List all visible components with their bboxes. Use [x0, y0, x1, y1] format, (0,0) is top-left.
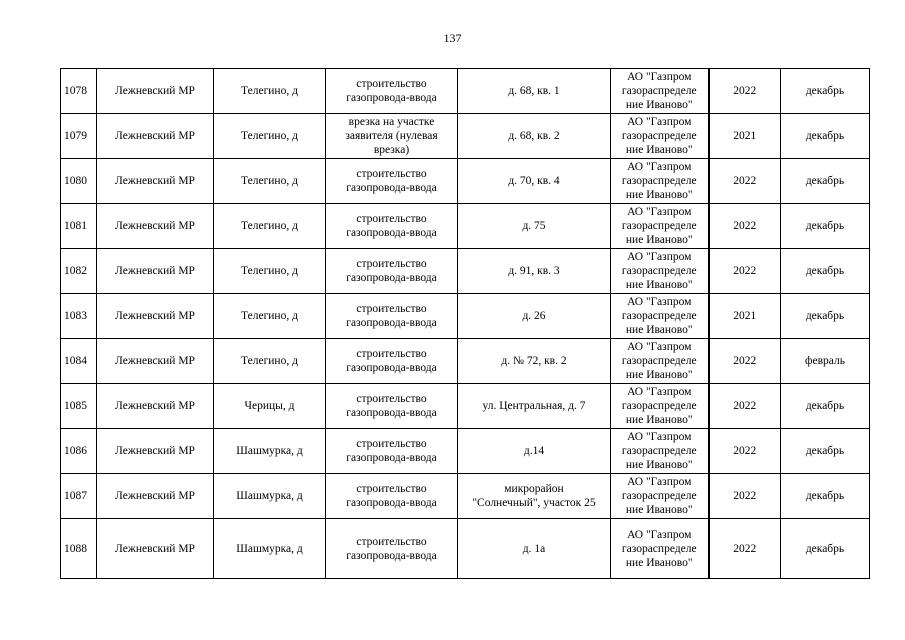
organization-line: газораспределе — [621, 355, 697, 367]
year-cell: 2022 — [709, 69, 781, 114]
district-cell: Лежневский МР — [97, 429, 214, 474]
work-type-line: газопровода-ввода — [346, 549, 437, 562]
organization-line: АО "Газпром — [627, 251, 692, 263]
address-line: д. 91, кв. 3 — [508, 265, 560, 277]
district-cell: Лежневский МР — [97, 339, 214, 384]
page-number: 137 — [443, 31, 462, 45]
district-cell: Лежневский МР — [97, 159, 214, 204]
settlement-cell: Шашмурка, д — [214, 429, 326, 474]
organization-line: газораспределе — [621, 445, 697, 457]
work-type-line: строительство — [356, 168, 427, 180]
organization-line: ние Иваново" — [625, 414, 693, 426]
work-type-line: газопровода-ввода — [346, 362, 437, 374]
work-type-cell — [326, 519, 458, 579]
table-row — [61, 69, 870, 114]
organization-line: газораспределе — [621, 265, 697, 277]
settlement-cell: Шашмурка, д — [214, 474, 326, 519]
address-cell — [458, 204, 611, 249]
organization-line: ние Иваново" — [625, 234, 693, 246]
work-type-line: строительство — [356, 348, 427, 360]
work-type-cell — [326, 249, 458, 294]
organization-line: газораспределе — [621, 400, 697, 412]
organization-cell — [611, 519, 709, 579]
month-cell: декабрь — [781, 69, 870, 114]
work-type-line: строительство — [356, 535, 427, 548]
address-cell — [458, 159, 611, 204]
work-type-cell — [326, 114, 458, 159]
address-line: д. 26 — [522, 310, 546, 322]
month-cell: декабрь — [781, 519, 870, 579]
table-row — [61, 474, 870, 519]
work-type-line: строительство — [356, 303, 427, 315]
organization-line: газораспределе — [621, 542, 697, 555]
address-line: д. 68, кв. 2 — [508, 130, 560, 142]
settlement-cell: Телегино, д — [214, 339, 326, 384]
address-cell — [458, 249, 611, 294]
table-row — [61, 294, 870, 339]
table-row — [61, 204, 870, 249]
organization-line: ние Иваново" — [625, 556, 693, 569]
organization-line: АО "Газпром — [627, 476, 692, 488]
work-type-cell — [326, 339, 458, 384]
organization-line: ние Иваново" — [625, 504, 693, 516]
organization-line: АО "Газпром — [627, 528, 692, 541]
organization-cell — [611, 429, 709, 474]
work-type-line: строительство — [356, 438, 427, 450]
district-cell: Лежневский МР — [97, 519, 214, 579]
row-number-cell: 1081 — [61, 204, 97, 249]
year-cell: 2022 — [709, 339, 781, 384]
organization-line: ние Иваново" — [625, 144, 693, 156]
work-type-line: газопровода-ввода — [346, 272, 437, 284]
month-cell: февраль — [781, 339, 870, 384]
organization-cell — [611, 249, 709, 294]
district-cell: Лежневский МР — [97, 114, 214, 159]
month-cell: декабрь — [781, 474, 870, 519]
table-row — [61, 159, 870, 204]
month-cell: декабрь — [781, 294, 870, 339]
district-cell: Лежневский МР — [97, 249, 214, 294]
work-type-line: газопровода-ввода — [346, 452, 437, 464]
address-cell — [458, 429, 611, 474]
organization-line: АО "Газпром — [627, 341, 692, 353]
settlement-cell: Телегино, д — [214, 69, 326, 114]
settlement-cell: Телегино, д — [214, 294, 326, 339]
table-row — [61, 114, 870, 159]
address-line: "Солнечный", участок 25 — [472, 497, 596, 509]
address-line: д. № 72, кв. 2 — [501, 355, 567, 367]
address-cell — [458, 339, 611, 384]
table-body — [61, 69, 870, 579]
work-type-line: врезка) — [373, 144, 410, 156]
work-type-cell — [326, 204, 458, 249]
work-type-line: строительство — [356, 78, 427, 90]
work-type-line: газопровода-ввода — [346, 182, 437, 194]
organization-line: АО "Газпром — [627, 116, 692, 128]
table-row — [61, 339, 870, 384]
work-type-cell — [326, 384, 458, 429]
row-number-cell: 1086 — [61, 429, 97, 474]
year-cell: 2022 — [709, 519, 781, 579]
year-cell: 2021 — [709, 114, 781, 159]
organization-line: АО "Газпром — [627, 296, 692, 308]
month-cell: декабрь — [781, 429, 870, 474]
organization-line: газораспределе — [621, 130, 697, 142]
organization-line: ние Иваново" — [625, 279, 693, 291]
address-cell — [458, 294, 611, 339]
organization-line: ние Иваново" — [625, 324, 693, 336]
organization-cell — [611, 384, 709, 429]
organization-line: газораспределе — [621, 310, 697, 322]
organization-line: ние Иваново" — [625, 459, 693, 471]
address-line: ул. Центральная, д. 7 — [482, 400, 586, 412]
row-number-cell: 1083 — [61, 294, 97, 339]
row-number-cell: 1082 — [61, 249, 97, 294]
organization-line: ние Иваново" — [625, 99, 693, 111]
year-cell: 2022 — [709, 249, 781, 294]
year-cell: 2022 — [709, 474, 781, 519]
address-cell — [458, 384, 611, 429]
settlement-cell: Телегино, д — [214, 114, 326, 159]
address-line: д. 70, кв. 4 — [508, 175, 560, 187]
work-type-line: врезка на участке — [348, 116, 435, 128]
organization-cell — [611, 339, 709, 384]
settlement-cell: Телегино, д — [214, 204, 326, 249]
row-number-cell: 1085 — [61, 384, 97, 429]
month-cell: декабрь — [781, 114, 870, 159]
district-cell: Лежневский МР — [97, 204, 214, 249]
organization-line: АО "Газпром — [627, 386, 692, 398]
settlement-cell: Телегино, д — [214, 159, 326, 204]
row-number-cell: 1080 — [61, 159, 97, 204]
work-type-line: газопровода-ввода — [346, 92, 437, 104]
month-cell: декабрь — [781, 384, 870, 429]
settlement-cell: Черицы, д — [214, 384, 326, 429]
work-type-line: строительство — [356, 258, 427, 270]
address-cell — [458, 69, 611, 114]
month-cell: декабрь — [781, 204, 870, 249]
district-cell: Лежневский МР — [97, 384, 214, 429]
year-cell: 2022 — [709, 429, 781, 474]
address-line: д. 1а — [522, 542, 546, 555]
settlement-cell: Шашмурка, д — [214, 519, 326, 579]
address-cell — [458, 114, 611, 159]
table-row — [61, 249, 870, 294]
district-cell: Лежневский МР — [97, 294, 214, 339]
row-number-cell: 1084 — [61, 339, 97, 384]
work-type-line: строительство — [356, 213, 427, 225]
work-type-cell — [326, 474, 458, 519]
year-cell: 2021 — [709, 294, 781, 339]
work-type-line: газопровода-ввода — [346, 497, 437, 509]
address-line: д. 75 — [522, 220, 546, 232]
organization-cell — [611, 159, 709, 204]
year-cell: 2022 — [709, 159, 781, 204]
row-number-cell: 1087 — [61, 474, 97, 519]
district-cell: Лежневский МР — [97, 69, 214, 114]
organization-line: АО "Газпром — [627, 71, 692, 83]
organization-line: ние Иваново" — [625, 189, 693, 201]
address-cell — [458, 474, 611, 519]
year-cell: 2022 — [709, 384, 781, 429]
table-row — [61, 519, 870, 579]
organization-cell — [611, 69, 709, 114]
settlement-cell: Телегино, д — [214, 249, 326, 294]
organization-cell — [611, 114, 709, 159]
month-cell: декабрь — [781, 249, 870, 294]
organization-cell — [611, 474, 709, 519]
organization-line: газораспределе — [621, 85, 697, 97]
organization-line: ние Иваново" — [625, 369, 693, 381]
district-cell: Лежневский МР — [97, 474, 214, 519]
address-line: микрорайон — [504, 483, 564, 495]
organization-line: газораспределе — [621, 490, 697, 502]
work-type-line: газопровода-ввода — [346, 227, 437, 239]
work-type-line: строительство — [356, 483, 427, 495]
work-type-cell — [326, 69, 458, 114]
work-type-line: газопровода-ввода — [346, 317, 437, 329]
table-row — [61, 384, 870, 429]
table-row — [61, 429, 870, 474]
organization-line: АО "Газпром — [627, 431, 692, 443]
organization-line: газораспределе — [621, 175, 697, 187]
work-type-cell — [326, 429, 458, 474]
organization-cell — [611, 294, 709, 339]
gasification-table — [60, 68, 870, 579]
address-cell — [458, 519, 611, 579]
work-type-line: газопровода-ввода — [346, 407, 437, 419]
address-line: д. 68, кв. 1 — [508, 85, 560, 97]
year-cell: 2022 — [709, 204, 781, 249]
work-type-cell — [326, 159, 458, 204]
row-number-cell: 1088 — [61, 519, 97, 579]
organization-line: газораспределе — [621, 220, 697, 232]
organization-cell — [611, 204, 709, 249]
work-type-line: строительство — [356, 393, 427, 405]
organization-line: АО "Газпром — [627, 206, 692, 218]
row-number-cell: 1078 — [61, 69, 97, 114]
month-cell: декабрь — [781, 159, 870, 204]
work-type-line: заявителя (нулевая — [345, 130, 438, 142]
address-line: д.14 — [523, 445, 545, 457]
row-number-cell: 1079 — [61, 114, 97, 159]
organization-line: АО "Газпром — [627, 161, 692, 173]
work-type-cell — [326, 294, 458, 339]
